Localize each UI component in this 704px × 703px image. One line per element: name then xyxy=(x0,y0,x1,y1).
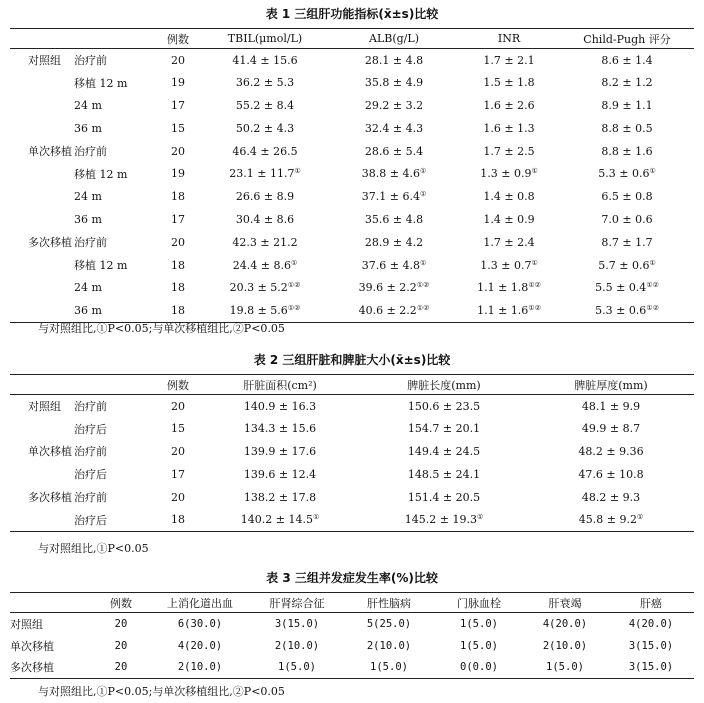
table2-row xyxy=(10,440,694,463)
value-cell xyxy=(330,140,458,163)
value-text: 46.4 ± 26.5 xyxy=(232,144,298,158)
value-cell xyxy=(528,440,694,463)
value-cell xyxy=(458,49,560,72)
value-cell xyxy=(458,299,560,322)
value-cell xyxy=(330,185,458,208)
value-cell xyxy=(330,208,458,231)
value-cell xyxy=(330,231,458,254)
case-count: 18 xyxy=(171,303,185,317)
time-point: 移植 12 m xyxy=(74,259,128,273)
value-cell xyxy=(200,231,330,254)
value-text: 35.6 ± 4.8 xyxy=(364,212,424,226)
group-label: 多次移植 xyxy=(10,661,54,675)
value-cell xyxy=(560,208,694,231)
value-cell xyxy=(200,162,330,185)
significance-marker: ① xyxy=(476,513,484,522)
table1-header: INR xyxy=(458,29,560,49)
group-label: 对照组 xyxy=(10,617,43,631)
value-cell xyxy=(528,463,694,486)
value-cell xyxy=(200,140,330,163)
table2-row xyxy=(10,508,694,531)
value-text: 134.3 ± 15.6 xyxy=(243,422,317,436)
significance-marker: ① xyxy=(290,258,298,267)
value-cell xyxy=(458,162,560,185)
value-text: 40.6 ± 2.2 xyxy=(358,303,417,317)
value-cell xyxy=(200,185,330,208)
case-count: 17 xyxy=(171,212,185,226)
table1-row xyxy=(10,254,694,277)
value-cell xyxy=(330,254,458,277)
value-text: 28.9 ± 4.2 xyxy=(364,235,424,249)
value-text: 47.6 ± 10.8 xyxy=(578,467,644,481)
time-point: 36 m xyxy=(74,121,102,135)
table1-header xyxy=(74,29,156,49)
value-text: 1.7 ± 2.5 xyxy=(483,144,535,158)
value-text: 5.5 ± 0.4 xyxy=(595,281,647,295)
table1-header: TBIL(μmol/L) xyxy=(200,29,330,49)
table1-row xyxy=(10,71,694,94)
significance-marker: ① xyxy=(531,258,538,267)
group-label xyxy=(10,71,74,94)
significance-marker: ① xyxy=(531,167,538,176)
value-text: 1.3 ± 0.9 xyxy=(480,167,532,181)
table2-row xyxy=(10,417,694,440)
value-cell xyxy=(560,299,694,322)
value-text: 140.9 ± 16.3 xyxy=(243,399,317,413)
value-cell xyxy=(200,208,330,231)
case-count: 15 xyxy=(171,121,185,135)
value-text: 30.4 ± 8.6 xyxy=(235,212,295,226)
significance-marker: ①② xyxy=(646,303,659,312)
value-text: 24.4 ± 8.6 xyxy=(232,258,291,272)
time-point: 治疗后 xyxy=(74,513,107,527)
value-text: 5.3 ± 0.6 xyxy=(598,167,650,181)
table3-header: 肝癌 xyxy=(608,593,694,613)
value-text: 150.6 ± 23.5 xyxy=(407,399,481,413)
value-text: 26.6 ± 8.9 xyxy=(235,190,295,204)
value-cell xyxy=(360,463,528,486)
value-cell: 1(5.0) xyxy=(370,661,408,674)
table2 xyxy=(10,374,694,532)
value-cell xyxy=(458,71,560,94)
value-text: 138.2 ± 17.8 xyxy=(243,490,317,504)
table1-row xyxy=(10,49,694,72)
table1-header: ALB(g/L) xyxy=(330,29,458,49)
significance-marker: ① xyxy=(649,167,656,176)
group-label xyxy=(10,94,74,117)
value-cell xyxy=(330,71,458,94)
time-point: 治疗前 xyxy=(74,400,107,414)
value-text: 1.6 ± 2.6 xyxy=(483,98,535,112)
group-label xyxy=(10,162,74,185)
value-cell xyxy=(458,208,560,231)
value-text: 151.4 ± 20.5 xyxy=(407,490,481,504)
value-cell xyxy=(560,140,694,163)
significance-marker: ① xyxy=(636,513,644,522)
value-text: 149.4 ± 24.5 xyxy=(407,444,481,458)
table2-header: 例数 xyxy=(156,375,200,395)
table2-header: 脾脏长度(mm) xyxy=(360,375,528,395)
value-cell xyxy=(200,417,360,440)
case-count: 18 xyxy=(171,281,185,295)
value-cell: 4(20.0) xyxy=(542,617,588,630)
value-cell xyxy=(560,276,694,299)
time-point: 24 m xyxy=(74,281,102,295)
value-text: 1.1 ± 1.8 xyxy=(477,281,529,295)
value-cell: 2(10.0) xyxy=(366,639,412,652)
value-text: 8.2 ± 1.2 xyxy=(601,76,653,90)
table2-row xyxy=(10,463,694,486)
value-text: 19.8 ± 5.6 xyxy=(229,303,288,317)
table3-header: 上消化道出血 xyxy=(148,593,252,613)
value-cell xyxy=(528,417,694,440)
value-cell xyxy=(560,254,694,277)
table1-row xyxy=(10,231,694,254)
value-cell xyxy=(458,231,560,254)
value-cell: 2(10.0) xyxy=(274,639,320,652)
group-label xyxy=(10,463,74,486)
group-label: 多次移植 xyxy=(28,491,72,505)
value-text: 139.6 ± 12.4 xyxy=(243,467,317,481)
group-label xyxy=(10,254,74,277)
time-point: 治疗后 xyxy=(74,422,107,436)
value-cell xyxy=(458,185,560,208)
significance-marker: ① xyxy=(649,258,656,267)
significance-marker: ① xyxy=(419,167,427,176)
value-cell xyxy=(458,276,560,299)
value-cell: 1(5.0) xyxy=(278,661,316,674)
case-count: 18 xyxy=(171,190,185,204)
value-cell xyxy=(330,49,458,72)
table3-header: 肝肾综合征 xyxy=(252,593,342,613)
value-cell xyxy=(458,94,560,117)
significance-marker: ①② xyxy=(528,281,541,290)
value-cell xyxy=(360,395,528,418)
case-count: 17 xyxy=(171,467,185,481)
value-text: 5.7 ± 0.6 xyxy=(598,258,650,272)
table2-row xyxy=(10,486,694,509)
value-cell: 20 xyxy=(114,617,128,630)
value-text: 1.7 ± 2.4 xyxy=(483,235,535,249)
value-text: 1.4 ± 0.9 xyxy=(483,212,535,226)
table3-row xyxy=(10,657,694,679)
table1-row xyxy=(10,117,694,140)
value-cell: 3(15.0) xyxy=(274,617,320,630)
value-cell xyxy=(200,276,330,299)
value-text: 1.1 ± 1.6 xyxy=(477,303,529,317)
value-cell: 6(30.0) xyxy=(177,617,223,630)
value-cell: 2(10.0) xyxy=(177,661,223,674)
value-text: 37.6 ± 4.8 xyxy=(361,258,420,272)
table2-note: 与对照组比,①P<0.05 xyxy=(38,542,149,555)
value-cell: 3(15.0) xyxy=(628,661,674,674)
time-point: 24 m xyxy=(74,98,102,112)
case-count: 20 xyxy=(171,53,185,67)
value-cell xyxy=(560,185,694,208)
value-cell xyxy=(200,440,360,463)
value-cell xyxy=(360,486,528,509)
table3-header: 门脉血栓 xyxy=(436,593,522,613)
value-cell: 5(25.0) xyxy=(366,617,412,630)
value-text: 37.1 ± 6.4 xyxy=(361,190,420,204)
value-text: 148.5 ± 24.1 xyxy=(407,467,481,481)
table1 xyxy=(10,28,694,323)
table3-header: 例数 xyxy=(94,593,148,613)
value-cell xyxy=(330,276,458,299)
value-cell: 1(5.0) xyxy=(546,661,584,674)
value-cell xyxy=(200,254,330,277)
value-text: 1.7 ± 2.1 xyxy=(483,53,535,67)
value-cell xyxy=(360,417,528,440)
value-cell: 4(20.0) xyxy=(628,617,674,630)
value-text: 48.2 ± 9.36 xyxy=(578,444,644,458)
value-text: 8.8 ± 0.5 xyxy=(601,121,653,135)
value-text: 154.7 ± 20.1 xyxy=(407,422,481,436)
table3-header: 肝衰竭 xyxy=(522,593,608,613)
value-text: 36.2 ± 5.3 xyxy=(235,76,295,90)
significance-marker: ① xyxy=(419,258,427,267)
table2-header xyxy=(74,375,156,395)
significance-marker: ①② xyxy=(287,281,301,290)
case-count: 19 xyxy=(171,76,185,90)
value-text: 28.6 ± 5.4 xyxy=(364,144,424,158)
case-count: 20 xyxy=(171,444,185,458)
value-text: 8.7 ± 1.7 xyxy=(601,235,653,249)
value-cell xyxy=(330,117,458,140)
case-count: 20 xyxy=(171,144,185,158)
value-cell: 3(15.0) xyxy=(628,639,674,652)
table3-header: 肝性脑病 xyxy=(342,593,436,613)
table1-header-row xyxy=(10,29,694,49)
time-point: 治疗前 xyxy=(74,445,107,459)
value-cell xyxy=(200,486,360,509)
table1-row xyxy=(10,94,694,117)
value-text: 41.4 ± 15.6 xyxy=(232,53,298,67)
significance-marker: ①② xyxy=(416,303,430,312)
value-cell: 20 xyxy=(114,639,128,652)
value-cell xyxy=(200,299,330,322)
case-count: 17 xyxy=(171,98,185,112)
value-cell xyxy=(330,162,458,185)
value-text: 6.5 ± 0.8 xyxy=(601,190,653,204)
table1-row xyxy=(10,162,694,185)
case-count: 18 xyxy=(171,513,185,527)
time-point: 治疗前 xyxy=(74,491,107,505)
table3-row xyxy=(10,613,694,635)
time-point: 治疗前 xyxy=(74,145,107,159)
table3-header-row xyxy=(10,593,694,613)
value-cell xyxy=(200,117,330,140)
table2-header-row xyxy=(10,375,694,395)
value-cell xyxy=(560,162,694,185)
group-label xyxy=(10,508,74,531)
value-text: 23.1 ± 11.7 xyxy=(229,167,295,181)
table1-title: 表 1 三组肝功能指标(x̄±s)比较 xyxy=(265,7,439,21)
value-text: 50.2 ± 4.3 xyxy=(235,121,295,135)
time-point: 36 m xyxy=(74,212,102,226)
significance-marker: ①② xyxy=(528,303,541,312)
value-text: 48.2 ± 9.3 xyxy=(581,490,641,504)
table2-header xyxy=(10,375,74,395)
table1-note: 与对照组比,①P<0.05;与单次移植组比,②P<0.05 xyxy=(38,322,285,335)
significance-marker: ①② xyxy=(416,281,430,290)
value-cell xyxy=(528,395,694,418)
group-label: 单次移植 xyxy=(10,639,54,653)
value-cell xyxy=(360,440,528,463)
time-point: 治疗前 xyxy=(74,54,107,68)
table2-title: 表 2 三组肝脏和脾脏大小(x̄±s)比较 xyxy=(253,353,451,367)
group-label: 对照组 xyxy=(28,54,61,68)
value-text: 42.3 ± 21.2 xyxy=(232,235,298,249)
value-cell xyxy=(560,94,694,117)
table3-header xyxy=(10,593,94,613)
table1-row xyxy=(10,185,694,208)
value-text: 1.4 ± 0.8 xyxy=(483,190,535,204)
significance-marker: ①② xyxy=(287,303,301,312)
value-text: 145.2 ± 19.3 xyxy=(404,513,477,527)
value-text: 38.8 ± 4.6 xyxy=(361,167,420,181)
group-label xyxy=(10,276,74,299)
case-count: 20 xyxy=(171,235,185,249)
value-cell xyxy=(458,140,560,163)
significance-marker: ①② xyxy=(646,281,659,290)
time-point: 治疗前 xyxy=(74,236,107,250)
value-cell xyxy=(330,299,458,322)
value-text: 140.2 ± 14.5 xyxy=(240,513,313,527)
table1-header: Child-Pugh 评分 xyxy=(560,29,694,49)
value-text: 48.1 ± 9.9 xyxy=(581,399,641,413)
group-label xyxy=(10,185,74,208)
table3-note: 与对照组比,①P<0.05;与单次移植组比,②P<0.05 xyxy=(38,685,285,698)
value-cell: 1(5.0) xyxy=(460,617,498,630)
group-label: 多次移植 xyxy=(28,236,72,250)
case-count: 19 xyxy=(171,167,185,181)
value-cell xyxy=(560,49,694,72)
value-text: 55.2 ± 8.4 xyxy=(235,98,295,112)
value-cell xyxy=(200,94,330,117)
case-count: 18 xyxy=(171,258,185,272)
value-text: 8.6 ± 1.4 xyxy=(601,53,653,67)
group-label: 对照组 xyxy=(28,400,61,414)
case-count: 20 xyxy=(171,490,185,504)
table1-row xyxy=(10,299,694,322)
table1-row xyxy=(10,140,694,163)
time-point: 移植 12 m xyxy=(74,167,128,181)
value-text: 7.0 ± 0.6 xyxy=(601,212,653,226)
value-text: 20.3 ± 5.2 xyxy=(229,281,288,295)
value-text: 1.5 ± 1.8 xyxy=(483,76,535,90)
value-cell: 20 xyxy=(114,661,128,674)
group-label xyxy=(10,417,74,440)
group-label xyxy=(10,117,74,140)
value-text: 5.3 ± 0.6 xyxy=(595,303,647,317)
value-text: 32.4 ± 4.3 xyxy=(364,121,424,135)
value-cell xyxy=(458,117,560,140)
value-cell xyxy=(200,71,330,94)
significance-marker: ① xyxy=(419,190,427,199)
value-cell xyxy=(528,508,694,531)
group-label xyxy=(10,208,74,231)
table3 xyxy=(10,592,694,679)
value-cell xyxy=(360,508,528,531)
value-text: 1.6 ± 1.3 xyxy=(483,121,535,135)
value-text: 1.3 ± 0.7 xyxy=(480,258,532,272)
value-cell xyxy=(528,486,694,509)
value-text: 49.9 ± 8.7 xyxy=(581,422,641,436)
time-point: 治疗后 xyxy=(74,468,107,482)
value-cell xyxy=(200,49,330,72)
value-cell xyxy=(560,71,694,94)
table2-header: 脾脏厚度(mm) xyxy=(528,375,694,395)
value-text: 8.8 ± 1.6 xyxy=(601,144,653,158)
table1-row xyxy=(10,208,694,231)
value-cell: 1(5.0) xyxy=(460,639,498,652)
group-label: 单次移植 xyxy=(28,445,72,459)
time-point: 移植 12 m xyxy=(74,76,128,90)
value-cell xyxy=(330,94,458,117)
significance-marker: ① xyxy=(294,167,301,176)
case-count: 20 xyxy=(171,399,185,413)
group-label xyxy=(10,299,74,322)
table1-header xyxy=(10,29,74,49)
value-text: 29.2 ± 3.2 xyxy=(364,98,424,112)
case-count: 15 xyxy=(171,422,185,436)
value-text: 28.1 ± 4.8 xyxy=(364,53,424,67)
value-cell xyxy=(200,508,360,531)
value-cell: 4(20.0) xyxy=(177,639,223,652)
value-text: 39.6 ± 2.2 xyxy=(358,281,417,295)
value-cell: 0(0.0) xyxy=(460,661,498,674)
table2-row xyxy=(10,395,694,418)
value-text: 139.9 ± 17.6 xyxy=(243,444,317,458)
value-cell: 2(10.0) xyxy=(542,639,588,652)
value-cell xyxy=(200,395,360,418)
value-cell xyxy=(200,463,360,486)
table1-row xyxy=(10,276,694,299)
group-label: 单次移植 xyxy=(28,145,72,159)
time-point: 36 m xyxy=(74,303,102,317)
value-text: 8.9 ± 1.1 xyxy=(601,98,653,112)
table3-title: 表 3 三组并发症发生率(%)比较 xyxy=(266,571,438,585)
significance-marker: ① xyxy=(312,513,320,522)
table1-header: 例数 xyxy=(156,29,200,49)
value-cell xyxy=(458,254,560,277)
value-text: 45.8 ± 9.2 xyxy=(578,513,637,527)
value-text: 35.8 ± 4.9 xyxy=(364,76,424,90)
table3-row xyxy=(10,635,694,657)
value-cell xyxy=(560,117,694,140)
time-point: 24 m xyxy=(74,190,102,204)
value-cell xyxy=(560,231,694,254)
table2-header: 肝脏面积(cm²) xyxy=(200,375,360,395)
